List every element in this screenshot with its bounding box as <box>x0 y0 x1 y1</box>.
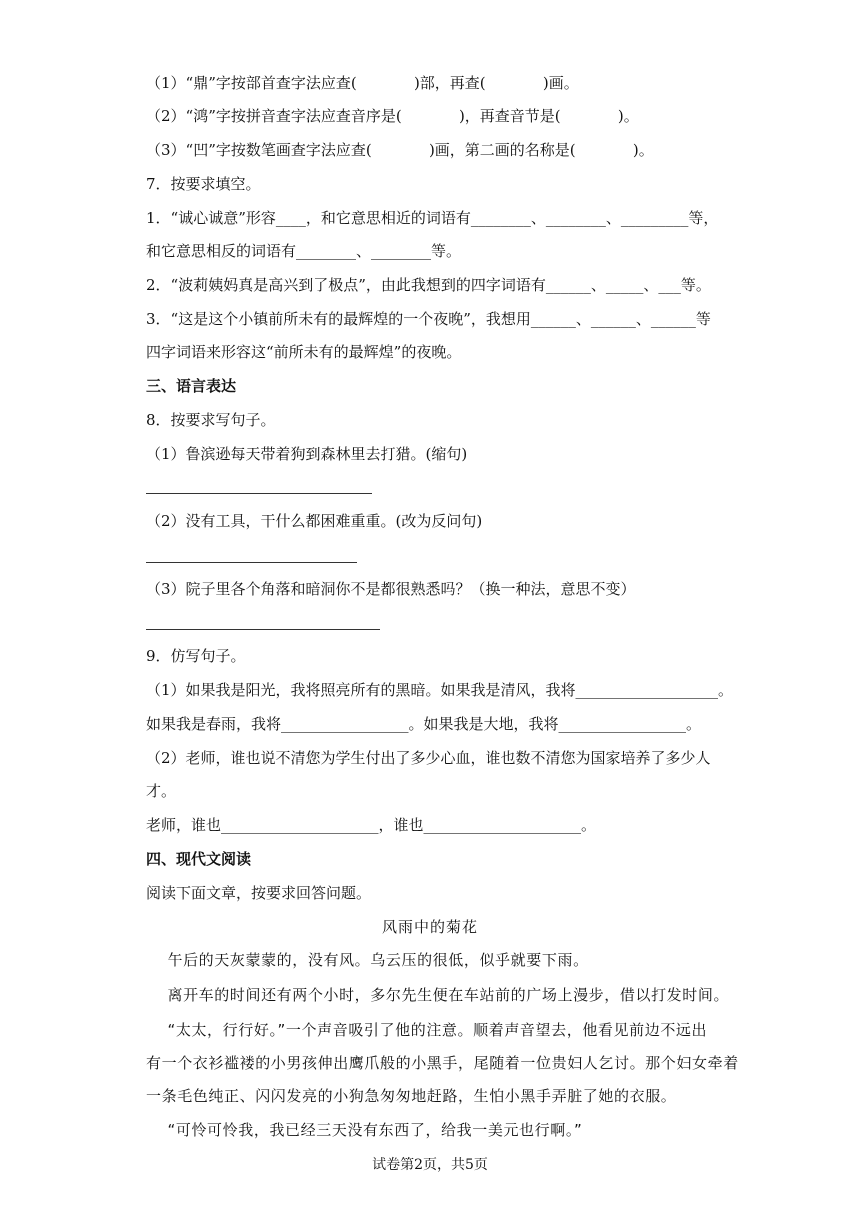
q8-answer-line-3[interactable] <box>146 629 380 630</box>
story-paragraph-3-line-a: “太太，行行好。”一个声音吸引了他的注意。顺着声音望去，他看见前边不远出 <box>146 1021 708 1039</box>
story-paragraph-4: “可怜可怜我，我已经三天没有东西了，给我一美元也行啊。” <box>146 1121 583 1139</box>
story-paragraph-1: 午后的天灰蒙蒙的，没有风。乌云压的很低，似乎就要下雨。 <box>146 951 589 969</box>
story-paragraph-2: 离开车的时间还有两个小时，多尔先生便在车站前的广场上漫步，借以打发时间。 <box>146 986 730 1004</box>
q7-item-3-line-a: 3．“这是这个小镇前所未有的最辉煌的一个夜晚”，我想用______、______、______等 <box>146 310 711 328</box>
q7-item-3-line-b: 四字词语来形容这“前所未有的最辉煌”的夜晚。 <box>146 343 462 361</box>
section-4-heading: 四、现代文阅读 <box>146 850 252 868</box>
q7-heading: 7．按要求填空。 <box>146 175 261 193</box>
q9-part-2-line-a: （2）老师，谁也说不清您为学生付出了多少心血，谁也数不清您为国家培养了多少人 <box>146 749 711 767</box>
q7-item-1-line-a: 1．“诚心诚意”形容____，和它意思相近的词语有________、________、_________等， <box>146 209 719 227</box>
q6-line-1: （1）“鼎”字按部首查字法应查( )部，再查( )画。 <box>146 74 579 92</box>
q9-part-2-line-b: 才。 <box>146 782 177 800</box>
page-footer: 试卷第2页，共5页 <box>372 1157 488 1173</box>
q8-heading: 8．按要求写句子。 <box>146 411 276 429</box>
q8-sentence-1: （1）鲁滨逊每天带着狗到森林里去打猎。(缩句) <box>146 445 468 463</box>
q7-item-2: 2．“波莉姨妈真是高兴到了极点”，由此我想到的四字词语有______、_____、___等。 <box>146 276 711 294</box>
q8-answer-line-2[interactable] <box>146 562 357 563</box>
q9-part-1-line-b: 如果我是春雨，我将_________________。如果我是大地，我将_________________。 <box>146 715 702 733</box>
q9-part-1-line-a: （1）如果我是阳光，我将照亮所有的黑暗。如果我是清风，我将___________________。 <box>146 681 734 699</box>
q9-part-2-line-c: 老师，谁也_____________________，谁也_____________________。 <box>146 816 597 834</box>
reading-instruction: 阅读下面文章，按要求回答问题。 <box>146 884 372 902</box>
story-paragraph-3-line-b: 有一个衣衫褴褛的小男孩伸出鹰爪般的小黑手，尾随着一位贵妇人乞讨。那个妇女牵着 <box>146 1054 739 1072</box>
story-paragraph-3-line-c: 一条毛色纯正、闪闪发亮的小狗急匆匆地赶路，生怕小黑手弄脏了她的衣服。 <box>146 1087 677 1105</box>
q8-sentence-2: （2）没有工具，干什么都困难重重。(改为反问句) <box>146 512 483 530</box>
story-title: 风雨中的菊花 <box>381 918 478 936</box>
q9-heading: 9．仿写句子。 <box>146 647 246 665</box>
q6-line-2: （2）“鸿”字按拼音查字法应查音序是( )，再查音节是( )。 <box>146 107 639 125</box>
section-3-heading: 三、语言表达 <box>146 377 237 395</box>
q8-sentence-3: （3）院子里各个角落和暗洞你不是都很熟悉吗？（换一种法，意思不变） <box>146 580 636 598</box>
q6-line-3: （3）“凹”字按数笔画查字法应查( )画，第二画的名称是( )。 <box>146 141 654 159</box>
q7-item-1-line-b: 和它意思相反的词语有________、________等。 <box>146 242 462 260</box>
q8-answer-line-1[interactable] <box>146 493 372 494</box>
